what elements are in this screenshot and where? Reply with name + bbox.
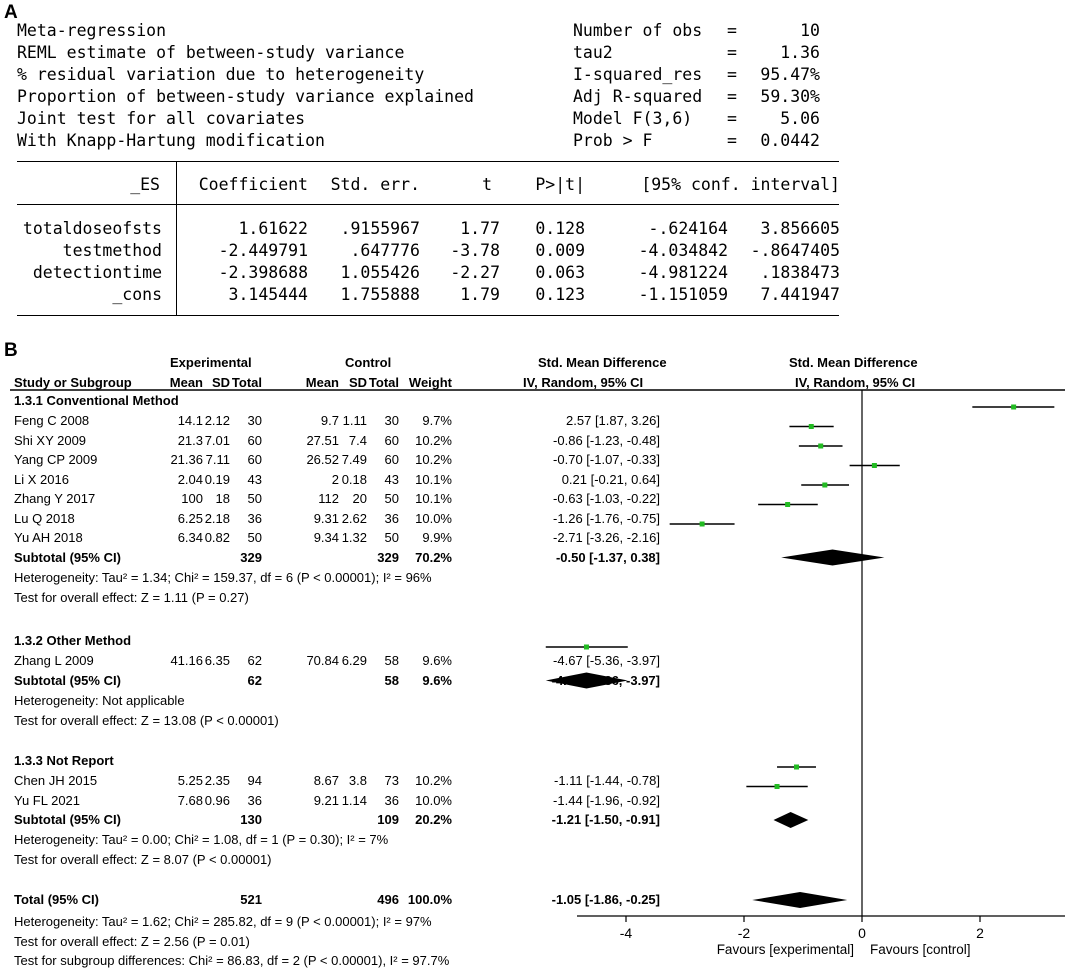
table-column-header: Std. err. (330, 175, 420, 194)
study-name: Yang CP 2009 (14, 452, 98, 467)
value-cell: 6.29 (341, 653, 367, 668)
value-cell: 496 (377, 892, 399, 907)
ci-cell: -0.86 [-1.23, -0.48] (553, 432, 660, 448)
table-cell: .1838473 (760, 263, 840, 282)
study-name: Feng C 2008 (14, 413, 90, 428)
overall-effect-text: Test for overall effect: Z = 1.11 (P = 0.27) (14, 589, 249, 605)
summary-value: 95.47% (760, 65, 820, 84)
value-cell: 14.1 (177, 413, 203, 428)
value-cell: 329 (377, 549, 399, 565)
table-column-header: P>|t| (535, 175, 585, 194)
table-cell: .647776 (350, 241, 420, 260)
pooled-diamond (752, 892, 847, 908)
favours-experimental-label: Favours [experimental] (716, 942, 854, 957)
ci-column-header: IV, Random, 95% CI (523, 375, 644, 390)
value-cell: 10.2% (415, 432, 452, 448)
value-cell: 18 (215, 491, 230, 506)
study-name: Zhang L 2009 (14, 653, 94, 668)
table-cell: -1.151059 (638, 285, 728, 304)
value-cell: 60 (247, 452, 262, 467)
summary-equals: = (727, 87, 737, 106)
value-cell: 6.25 (177, 510, 203, 526)
value-cell: 2.04 (177, 471, 203, 487)
ci-cell: -2.71 [-3.26, -2.16] (553, 530, 660, 545)
value-cell: 8.67 (313, 773, 339, 788)
summary-key: Model F(3,6) (573, 109, 693, 128)
summary-key: I-squared_res (573, 65, 703, 84)
table-cell: -2.27 (450, 263, 500, 282)
summary-line: Meta-regression (17, 21, 167, 40)
table-cell: 1.79 (460, 285, 500, 304)
value-cell: 10.2% (415, 452, 452, 467)
table-cell: -4.981224 (638, 263, 728, 282)
x-axis-tick-label: 0 (858, 925, 866, 941)
table-cell: 7.441947 (760, 285, 840, 304)
subtotal-label: Subtotal (95% CI) (14, 672, 121, 688)
table-cell: 3.145444 (228, 285, 308, 304)
value-cell: 50 (247, 530, 262, 545)
value-cell: 62 (247, 653, 262, 668)
table-cell: _cons (112, 285, 162, 304)
table-cell: 0.123 (535, 285, 585, 304)
study-name: Zhang Y 2017 (14, 491, 96, 506)
value-cell: 2.12 (204, 413, 230, 428)
value-cell: 2.18 (204, 510, 230, 526)
value-cell: 9.7% (422, 413, 452, 428)
value-cell: 41.16 (170, 653, 203, 668)
x-axis-tick-label: -2 (737, 925, 751, 941)
column-header: Total (368, 375, 399, 390)
heterogeneity-text: Heterogeneity: Not applicable (14, 692, 185, 708)
value-cell: 62 (247, 672, 262, 688)
study-name: Chen JH 2015 (14, 773, 98, 788)
value-cell: 9.9% (422, 530, 452, 545)
summary-equals: = (727, 65, 737, 84)
table-cell: 0.009 (535, 241, 585, 260)
summary-line: Joint test for all covariates (17, 109, 306, 128)
effect-point (872, 463, 877, 468)
value-cell: 521 (240, 892, 262, 907)
value-cell: 6.34 (177, 530, 203, 545)
value-cell: 7.01 (204, 432, 230, 448)
value-cell: 100 (181, 491, 203, 506)
column-header: Total (231, 375, 262, 390)
value-cell: 112 (318, 491, 339, 506)
value-cell: 9.7 (320, 413, 339, 428)
value-cell: 0.18 (341, 471, 367, 487)
total-label: Total (95% CI) (14, 892, 99, 907)
value-cell: 70.84 (306, 653, 339, 668)
value-cell: 10.0% (415, 792, 452, 808)
overall-effect-text: Test for overall effect: Z = 8.07 (P < 0.00001) (14, 852, 272, 867)
summary-line: % residual variation due to heterogeneity (17, 65, 425, 84)
ci-cell: -0.70 [-1.07, -0.33] (553, 452, 660, 467)
summary-value: 59.30% (760, 87, 820, 106)
value-cell: 2 (331, 471, 339, 487)
value-cell: 9.21 (313, 792, 339, 808)
value-cell: 3.8 (348, 773, 367, 788)
value-cell: 58 (384, 653, 399, 668)
effect-point (794, 765, 799, 770)
study-name: Yu FL 2021 (14, 792, 81, 808)
heterogeneity-text: Heterogeneity: Tau² = 0.00; Chi² = 1.08, df = 1 (P = 0.30); I² = 7% (14, 832, 389, 847)
value-cell: 94 (247, 773, 262, 788)
value-cell: 30 (247, 413, 262, 428)
value-cell: 2.35 (204, 773, 230, 788)
value-cell: 36 (247, 510, 262, 526)
footer-line: Test for subgroup differences: Chi² = 86.83, df = 2 (P < 0.00001), I² = 97.7% (14, 953, 450, 968)
value-cell: 2.62 (341, 510, 367, 526)
value-cell: 9.6% (422, 653, 452, 668)
summary-value: 1.36 (780, 43, 820, 62)
ci-cell: -1.21 [-1.50, -0.91] (551, 812, 660, 827)
value-cell: 9.31 (313, 510, 339, 526)
summary-equals: = (727, 109, 737, 128)
pooled-diamond (774, 812, 809, 828)
value-cell: 70.2% (415, 549, 452, 565)
ci-cell: -4.67 [-5.36, -3.97] (551, 672, 660, 688)
value-cell: 9.34 (313, 530, 339, 545)
summary-equals: = (727, 131, 737, 150)
ci-cell: -0.63 [-1.03, -0.22] (553, 491, 660, 506)
ci-cell: -1.44 [-1.96, -0.92] (553, 792, 660, 808)
overall-effect-text: Test for overall effect: Z = 13.08 (P < 0.00001) (14, 712, 279, 728)
value-cell: 30 (384, 413, 399, 428)
footer-line: Test for overall effect: Z = 2.56 (P = 0.01) (14, 933, 250, 949)
summary-value: 10 (800, 21, 820, 40)
table-cell: 3.856605 (760, 219, 840, 238)
value-cell: 10.0% (415, 510, 452, 526)
column-header: SD (211, 375, 230, 390)
value-cell: 60 (247, 432, 262, 448)
ci-cell: -1.26 [-1.76, -0.75] (553, 510, 660, 526)
ci-plot-header: IV, Random, 95% CI (795, 375, 916, 390)
table-cell: testmethod (62, 241, 162, 260)
column-header: Mean (169, 375, 203, 390)
study-column-header: Study or Subgroup (14, 375, 132, 390)
value-cell: 21.3 (177, 432, 203, 448)
table-cell: -4.034842 (638, 241, 728, 260)
value-cell: 0.19 (204, 471, 230, 487)
value-cell: 20 (352, 491, 367, 506)
value-cell: 7.11 (205, 452, 230, 467)
value-cell: 109 (377, 812, 399, 827)
value-cell: 26.52 (306, 452, 339, 467)
effect-point (822, 483, 827, 488)
x-axis-tick-label: 2 (976, 925, 984, 941)
x-axis-tick-label: -4 (619, 925, 633, 941)
value-cell: 6.35 (204, 653, 230, 668)
table-column-header: t (482, 175, 492, 194)
value-cell: 20.2% (415, 812, 452, 827)
value-cell: 60 (384, 452, 399, 467)
summary-value: 5.06 (780, 109, 820, 128)
study-name: Lu Q 2018 (14, 510, 75, 526)
effect-point (809, 424, 814, 429)
summary-line: REML estimate of between-study variance (17, 43, 405, 62)
ci-cell: 0.21 [-0.21, 0.64] (561, 471, 660, 487)
value-cell: 73 (384, 773, 399, 788)
table-cell: -2.398688 (218, 263, 308, 282)
value-cell: 36 (247, 792, 262, 808)
table-cell: -3.78 (450, 241, 500, 260)
value-cell: 9.6% (422, 672, 452, 688)
pooled-diamond (781, 550, 884, 566)
ci-cell: -1.11 [-1.44, -0.78] (554, 773, 660, 788)
table-column-header: _ES (130, 175, 160, 194)
panel-b-label: B (4, 340, 18, 361)
column-header: SD (348, 375, 367, 390)
value-cell: 43 (247, 471, 262, 487)
table-cell: 1.755888 (340, 285, 420, 304)
value-cell: 1.32 (341, 530, 367, 545)
summary-key: tau2 (573, 43, 613, 62)
subtotal-label: Subtotal (95% CI) (14, 549, 121, 565)
table-column-header: Coefficient (198, 175, 308, 194)
value-cell: 7.68 (177, 792, 203, 808)
value-cell: 100.0% (407, 892, 452, 907)
table-column-header: [95% conf. interval] (641, 175, 840, 194)
ci-cell: 2.57 [1.87, 3.26] (566, 413, 660, 428)
value-cell: 1.11 (342, 413, 367, 428)
value-cell: 0.82 (204, 530, 230, 545)
summary-equals: = (727, 21, 737, 40)
value-cell: 10.1% (415, 471, 452, 487)
smd-header: Std. Mean Difference (538, 355, 667, 370)
footer-line: Heterogeneity: Tau² = 1.62; Chi² = 285.82, df = 9 (P < 0.00001); I² = 97% (14, 914, 432, 929)
value-cell: 329 (240, 549, 262, 565)
ci-cell: -0.50 [-1.37, 0.38] (555, 549, 660, 565)
value-cell: 21.36 (170, 452, 203, 467)
heterogeneity-text: Heterogeneity: Tau² = 1.34; Chi² = 159.37, df = 6 (P < 0.00001); I² = 96% (14, 569, 432, 585)
summary-equals: = (727, 43, 737, 62)
value-cell: 58 (384, 672, 399, 688)
value-cell: 50 (247, 491, 262, 506)
table-cell: -.8647405 (750, 241, 840, 260)
effect-point (1011, 405, 1016, 410)
summary-line: With Knapp-Hartung modification (17, 131, 325, 150)
table-cell: -2.449791 (218, 241, 308, 260)
value-cell: 10.2% (415, 773, 452, 788)
effect-point (775, 784, 780, 789)
value-cell: 10.1% (415, 491, 452, 506)
ci-cell: -4.67 [-5.36, -3.97] (553, 653, 660, 668)
table-cell: 0.063 (535, 263, 585, 282)
effect-point (818, 444, 823, 449)
subgroup-title: 1.3.1 Conventional Method (14, 393, 179, 408)
subtotal-label: Subtotal (95% CI) (14, 812, 121, 827)
subgroup-title: 1.3.2 Other Method (14, 633, 132, 648)
summary-value: 0.0442 (760, 131, 820, 150)
experimental-group-header: Experimental (170, 355, 252, 370)
table-cell: 0.128 (535, 219, 585, 238)
summary-key: Number of obs (573, 21, 703, 40)
value-cell: 27.51 (306, 432, 339, 448)
value-cell: 36 (384, 510, 399, 526)
control-group-header: Control (345, 355, 392, 370)
study-name: Li X 2016 (14, 471, 69, 487)
value-cell: 0.96 (204, 792, 230, 808)
value-cell: 130 (240, 812, 262, 827)
column-header: Weight (408, 375, 452, 390)
value-cell: 50 (384, 530, 399, 545)
study-name: Shi XY 2009 (14, 432, 87, 448)
summary-key: Prob > F (573, 131, 653, 150)
value-cell: 50 (384, 491, 399, 506)
table-cell: 1.055426 (340, 263, 420, 282)
value-cell: 5.25 (177, 773, 203, 788)
smd-plot-header: Std. Mean Difference (789, 355, 918, 370)
panel-a-label: A (4, 2, 18, 23)
value-cell: 43 (384, 471, 399, 487)
effect-point (700, 522, 705, 527)
subgroup-title: 1.3.3 Not Report (14, 753, 114, 768)
effect-point (584, 645, 589, 650)
value-cell: 7.49 (341, 452, 367, 467)
value-cell: 60 (384, 432, 399, 448)
effect-point (785, 502, 790, 507)
value-cell: 7.4 (348, 432, 367, 448)
table-cell: 1.61622 (238, 219, 308, 238)
value-cell: 1.14 (341, 792, 367, 808)
column-header: Mean (305, 375, 339, 390)
value-cell: 36 (384, 792, 399, 808)
table-cell: .9155967 (340, 219, 420, 238)
summary-key: Adj R-squared (573, 87, 703, 106)
table-cell: detectiontime (32, 263, 162, 282)
study-name: Yu AH 2018 (14, 530, 83, 545)
table-cell: totaldoseofsts (22, 219, 162, 238)
table-cell: -.624164 (648, 219, 728, 238)
summary-line: Proportion of between-study variance explained (17, 87, 474, 106)
favours-control-label: Favours [control] (870, 942, 971, 957)
table-cell: 1.77 (460, 219, 500, 238)
ci-cell: -1.05 [-1.86, -0.25] (551, 892, 660, 907)
